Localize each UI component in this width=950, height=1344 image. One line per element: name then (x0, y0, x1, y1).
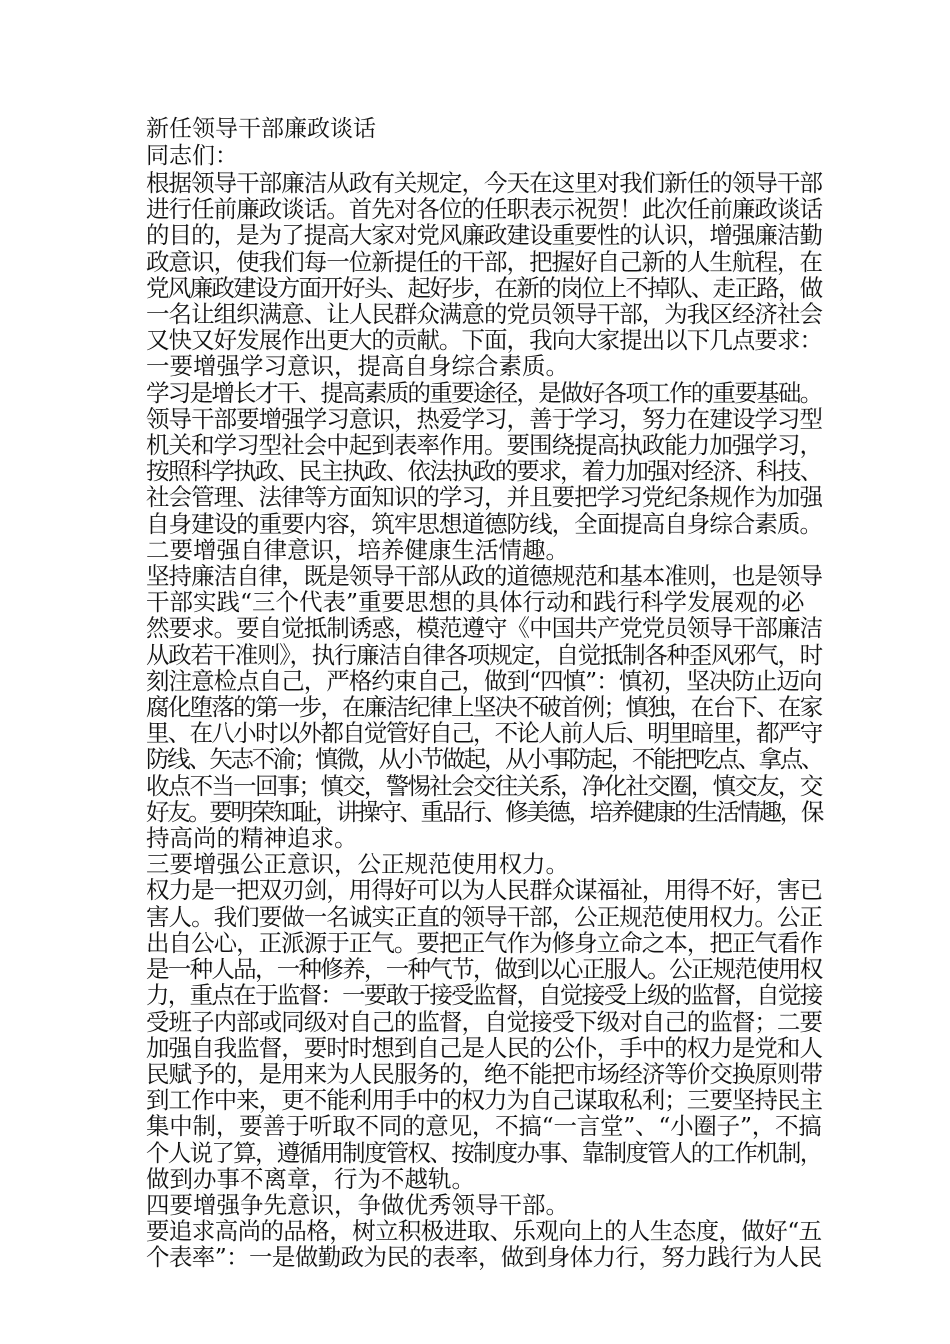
text-line: 集中制，要善于听取不同的意见，不搞“一言堂”、“小圈子”，不搞 (146, 1112, 822, 1141)
text-line: 个人说了算，遵循用制度管权、按制度办事、靠制度管人的工作机制， (146, 1138, 822, 1167)
text-line: 害人。我们要做一名诚实正直的领导干部，公正规范使用权力。公正 (146, 902, 822, 931)
text-line: 从政若干准则》，执行廉洁自律各项规定，自觉抵制各种歪风邪气，时 (146, 640, 822, 669)
text-line: 权力是一把双刃剑，用得好可以为人民群众谋福祉，用得不好，害已 (146, 876, 822, 905)
text-line: 根据领导干部廉洁从政有关规定，今天在这里对我们新任的领导干部 (146, 169, 822, 197)
text-line: 民赋予的，是用来为人民服务的，绝不能把市场经济等价交换原则带 (146, 1059, 822, 1088)
text-line: 干部实践“三个代表”重要思想的具体行动和践行科学发展观的必 (146, 588, 805, 617)
text-line: 出自公心，正派源于正气。要把正气作为修身立命之本，把正气看作 (146, 928, 822, 957)
text-line: 力，重点在于监督：一要敢于接受监督，自觉接受上级的监督，自觉接 (146, 981, 822, 1010)
text-line: 二要增强自律意识，培养健康生活情趣。 (146, 535, 569, 564)
text-line: 政意识，使我们每一位新提任的干部，把握好自己新的人生航程，在 (146, 247, 822, 276)
text-line: 领导干部要增强学习意识，热爱学习，善于学习，努力在建设学习型 (146, 404, 822, 433)
text-line: 按照科学执政、民主执政、依法执政的要求，着力加强对经济、科技、 (146, 457, 822, 486)
salutation: 同志们： (146, 143, 238, 169)
text-line: 好友。要明荣知耻，讲操守、重品行、修美德，培养健康的生活情趣，保 (146, 797, 822, 826)
text-line: 机关和学习型社会中起到表率作用。要围绕提高执政能力加强学习， (146, 431, 822, 460)
text-line: 坚持廉洁自律，既是领导干部从政的道德规范和基本准则，也是领导 (146, 562, 822, 591)
text-line: 个表率”：一是做勤政为民的表率，做到身体力行，努力践行为人民 (146, 1243, 822, 1272)
text-line: 又快又好发展作出更大的贡献。下面，我向大家提出以下几点要求： (146, 326, 822, 355)
text-line: 学习是增长才干、提高素质的重要途径，是做好各项工作的重要基础。 (146, 378, 822, 407)
text-line: 进行任前廉政谈话。首先对各位的任职表示祝贺！此次任前廉政谈话 (146, 195, 822, 224)
document-page (146, 116, 822, 1271)
text-line: 持高尚的精神追求。 (146, 824, 358, 853)
text-line: 四要增强争先意识，争做优秀领导干部。 (146, 1190, 569, 1219)
text-line: 加强自我监督，要时时想到自己是人民的公仆，手中的权力是党和人 (146, 1033, 822, 1062)
text-line: 防线、矢志不渝；慎微，从小节做起，从小事防起，不能把吃点、拿点、 (146, 745, 822, 774)
text-line: 要追求高尚的品格，树立积极进取、乐观向上的人生态度，做好“五 (146, 1217, 822, 1246)
text-line: 受班子内部或同级对自己的监督，自觉接受下级对自己的监督；二要 (146, 1007, 822, 1036)
text-line: 里、在八小时以外都自觉管好自己，不论人前人后、明里暗里，都严守 (146, 719, 822, 748)
text-line: 自身建设的重要内容，筑牢思想道德防线，全面提高自身综合素质。 (146, 509, 822, 538)
document-body (146, 170, 822, 1271)
text-line: 是一种人品，一种修养，一种气节，做到以心正服人。公正规范使用权 (146, 955, 822, 984)
text-line: 做到办事不离章，行为不越轨。 (146, 1164, 475, 1193)
text-line: 三要增强公正意识，公正规范使用权力。 (146, 850, 569, 879)
text-line: 刻注意检点自己，严格约束自己，做到“四慎”：慎初，坚决防止迈向 (146, 666, 822, 695)
text-line: 的目的，是为了提高大家对党风廉政建设重要性的认识，增强廉洁勤 (146, 221, 822, 250)
text-line: 然要求。要自觉抵制诱惑，模范遵守《中国共产党党员领导干部廉洁 (146, 614, 822, 643)
text-line: 党风廉政建设方面开好头、起好步，在新的岗位上不掉队、走正路，做 (146, 273, 822, 302)
document-title: 新任领导干部廉政谈话 (146, 116, 376, 142)
text-line: 一名让组织满意、让人民群众满意的党员领导干部，为我区经济社会 (146, 300, 822, 329)
text-line: 一要增强学习意识，提高自身综合素质。 (146, 352, 569, 381)
text-line: 腐化堕落的第一步，在廉洁纪律上坚决不破首例；慎独，在台下、在家 (146, 693, 822, 722)
text-line: 社会管理、法律等方面知识的学习，并且要把学习党纪条规作为加强 (146, 483, 822, 512)
text-line: 收点不当一回事；慎交，警惕社会交往关系，净化社交圈，慎交友，交 (146, 771, 822, 800)
text-line: 到工作中来，更不能利用手中的权力为自己谋取私利；三要坚持民主 (146, 1086, 822, 1115)
